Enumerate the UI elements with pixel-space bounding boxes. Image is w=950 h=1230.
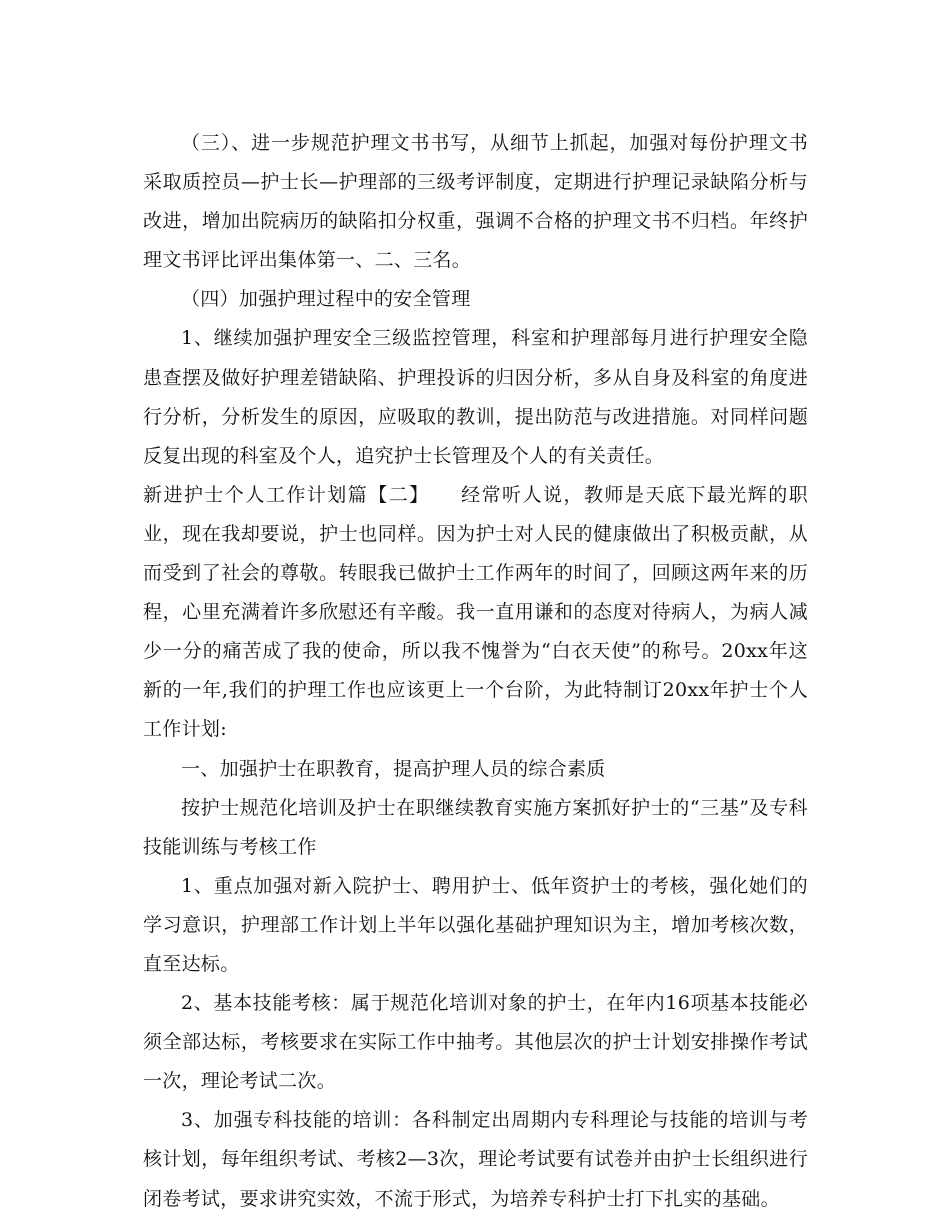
document-body [143, 124, 808, 1219]
paragraph-plan-part-two: 新进护士个人工作计划篇【二】 经常听人说，教师是天底下最光辉的职业，现在我却要说，护士也同样。因为护士对人民的健康做出了积极贡献，从而受到了社会的尊敬。转眼我已做护士工作两年的时间了，回顾这两年来的历程，心里充满着许多欣慰还有辛酸。我一直用谦和的态度对待病人，为病人减少一分的痛苦成了我的使命，所以我不愧誉为“白衣天使”的称号。20xx年这新的一年,我们的护理工作也应该更上一个台阶，为此特制订20xx年护士个人工作计划: [143, 483, 808, 741]
paragraph-nursing-records: （三）、进一步规范护理文书书写，从细节上抓起，加强对每份护理文书采取质控员—护士长—护理部的三级考评制度，定期进行护理记录缺陷分析与改进，增加出院病历的缺陷扣分权重，强调不合格的护理文书不归档。年终护理文书评比评出集体第一、二、三名。 [143, 132, 808, 272]
paragraph-specialty-skills: 3、加强专科技能的培训：各科制定出周期内专科理论与技能的培训与考核计划，每年组织考试、考核2—3次，理论考试要有试卷并由护士长组织进行闭卷考试，要求讲究实效，不流于形式，为培养专科护士打下扎实的基础。 [143, 1109, 808, 1210]
paragraph-basic-skills: 2、基本技能考核：属于规范化培训对象的护士，在年内16项基本技能必须全部达标，考核要求在实际工作中抽考。其他层次的护士计划安排操作考试一次，理论考试二次。 [143, 992, 808, 1093]
paragraph-safety-monitoring: 1、继续加强护理安全三级监控管理，科室和护理部每月进行护理安全隐患查摆及做好护理差错缺陷、护理投诉的归因分析，多从自身及科室的角度进行分析，分析发生的原因，应吸取的教训，提出防范与改进措施。对同样问题反复出现的科室及个人，追究护士长管理及个人的有关责任。 [143, 327, 808, 467]
heading-in-service-education: 一、加强护士在职教育，提高护理人员的综合素质 [181, 757, 606, 780]
paragraph-new-nurse-assessment: 1、重点加强对新入院护士、聘用护士、低年资护士的考核，强化她们的学习意识，护理部工作计划上半年以强化基础护理知识为主，增加考核次数，直至达标。 [143, 874, 808, 975]
paragraph-training-scheme: 按护士规范化培训及护士在职继续教育实施方案抓好护士的“三基”及专科技能训练与考核工作 [143, 796, 808, 858]
heading-safety-management: （四）加强护理过程中的安全管理 [181, 288, 471, 311]
